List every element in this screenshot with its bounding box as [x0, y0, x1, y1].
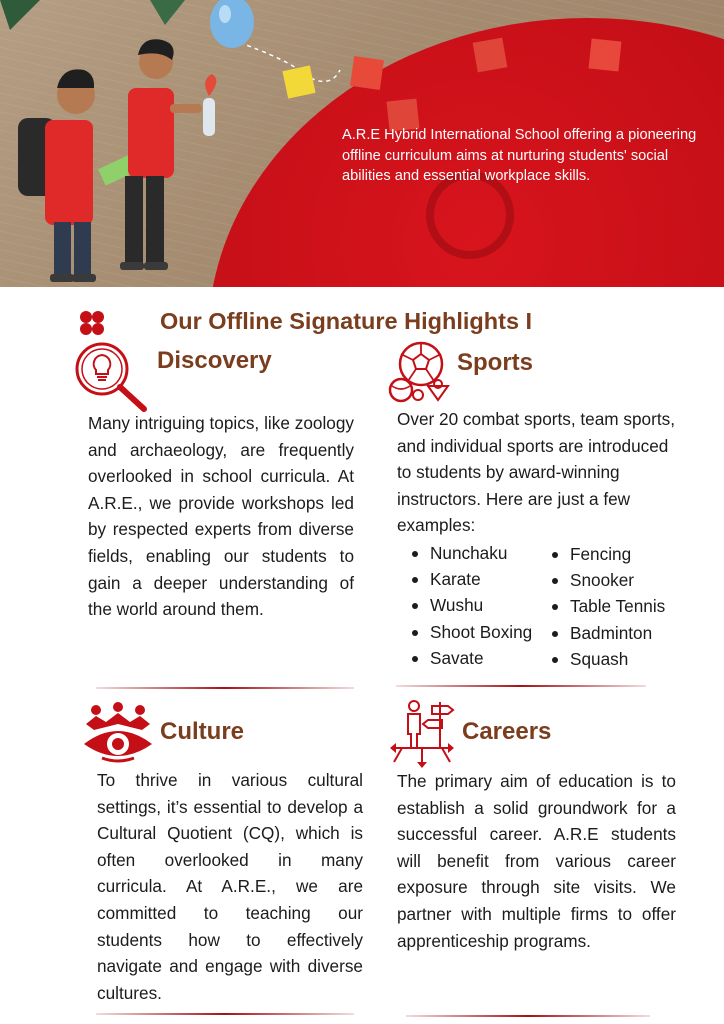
magnifier-lightbulb-icon	[74, 341, 150, 413]
four-petal-icon	[78, 309, 106, 337]
list-item: Squash	[552, 646, 665, 672]
careers-divider	[406, 1015, 650, 1017]
sports-title: Sports	[457, 349, 534, 376]
discovery-divider	[96, 687, 354, 689]
culture-title: Culture	[160, 718, 244, 745]
discovery-title: Discovery	[157, 347, 272, 374]
sports-balls-icon	[388, 340, 454, 404]
sports-divider	[396, 685, 646, 687]
list-item: Table Tennis	[552, 593, 665, 619]
career-signpost-icon	[388, 698, 460, 768]
hero-banner	[0, 0, 724, 287]
list-item: Nunchaku	[412, 540, 532, 566]
list-item: Wushu	[412, 592, 532, 618]
hero-intro-text: A.R.E Hybrid International School offering a pioneering offline curriculum aims at nurturing students' social abilities and essential workplace skills.	[342, 127, 697, 184]
people-eye-icon	[82, 702, 154, 764]
list-item: Karate	[412, 566, 532, 592]
careers-body: The primary aim of education is to establish a solid groundwork for a successful career. A.R.E students will benefit from various career exposure through site visits. We partner with multiple firms to offer apprenticeship programs.	[397, 771, 676, 951]
list-item: Snooker	[552, 567, 665, 593]
list-item: Fencing	[552, 541, 665, 567]
list-item: Badminton	[552, 620, 665, 646]
culture-body: To thrive in various cultural settings, it’s essential to develop a Cultural Quotient (CQ), which is often overlooked in many curricula. At A.R.E., we are committed to teaching our students how to effectively navigate and engage with diverse cultures.	[97, 770, 363, 1003]
sports-list-left	[412, 540, 532, 671]
sports-list-right	[552, 541, 665, 672]
list-item: Savate	[412, 645, 532, 671]
careers-title: Careers	[462, 718, 552, 745]
culture-divider	[96, 1013, 354, 1015]
page-title: Our Offline Signature Highlights I	[160, 308, 533, 334]
list-item: Shoot Boxing	[412, 619, 532, 645]
discovery-body: Many intriguing topics, like zoology and archaeology, are frequently overlooked in school curricula. At A.R.E., we provide workshops led by respected experts from diverse fields, enabling our students to gain a deeper understanding of the world around them.	[88, 413, 354, 620]
sports-body: Over 20 combat sports, team sports, and individual sports are introduced to students by award-winning instructors. Here are just a few examples:	[397, 409, 675, 536]
